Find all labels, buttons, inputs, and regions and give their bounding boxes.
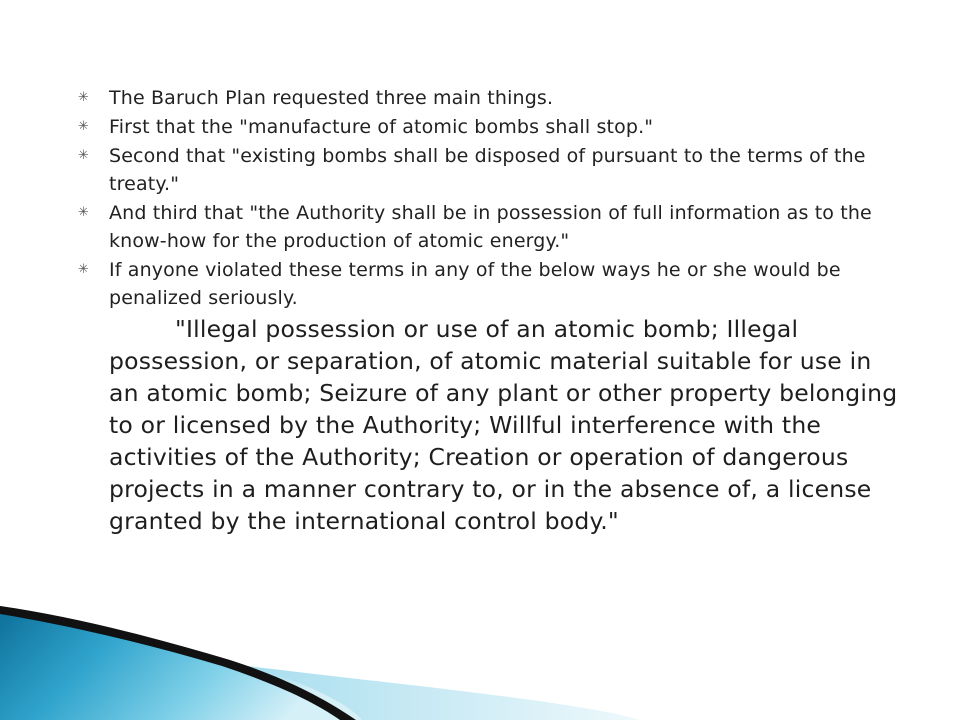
bullet-item-3 (78, 142, 898, 198)
bullet-text-3: Second that "existing bombs shall be disposed of pursuant to the terms of the treaty." (109, 145, 866, 195)
slide-content (78, 84, 898, 537)
bullet-text-1: The Baruch Plan requested three main things. (109, 87, 554, 109)
asterisk-bullet-icon: ✳ (78, 262, 90, 277)
bullet-item-1 (78, 84, 898, 112)
bullet-item-4 (78, 199, 898, 255)
bullet-list (78, 84, 898, 312)
bullet-text-5: If anyone violated these terms in any of the below ways he or she would be penalized seriously. (109, 259, 841, 309)
bullet-text-4: And third that "the Authority shall be in possession of full information as to the know-how for the production of atomic energy." (109, 202, 872, 252)
asterisk-bullet-icon: ✳ (78, 90, 90, 105)
penalty-quote: "Illegal possession or use of an atomic bomb; Illegal possession, or separation, of atomic material suitable for use in an atomic bomb; Seizure of any plant or other property belonging to or licensed by the Authority; Willful interference with the activities of the Authority; Creation or operation of dangerous projects in a manner contrary to, or in the absence of, a license granted by the international control body." (109, 315, 898, 535)
bullet-item-5 (78, 256, 898, 312)
asterisk-bullet-icon: ✳ (78, 119, 90, 134)
bullet-text-2: First that the "manufacture of atomic bombs shall stop." (109, 116, 654, 138)
bullet-item-2 (78, 113, 898, 141)
asterisk-bullet-icon: ✳ (78, 148, 90, 163)
asterisk-bullet-icon: ✳ (78, 205, 90, 220)
